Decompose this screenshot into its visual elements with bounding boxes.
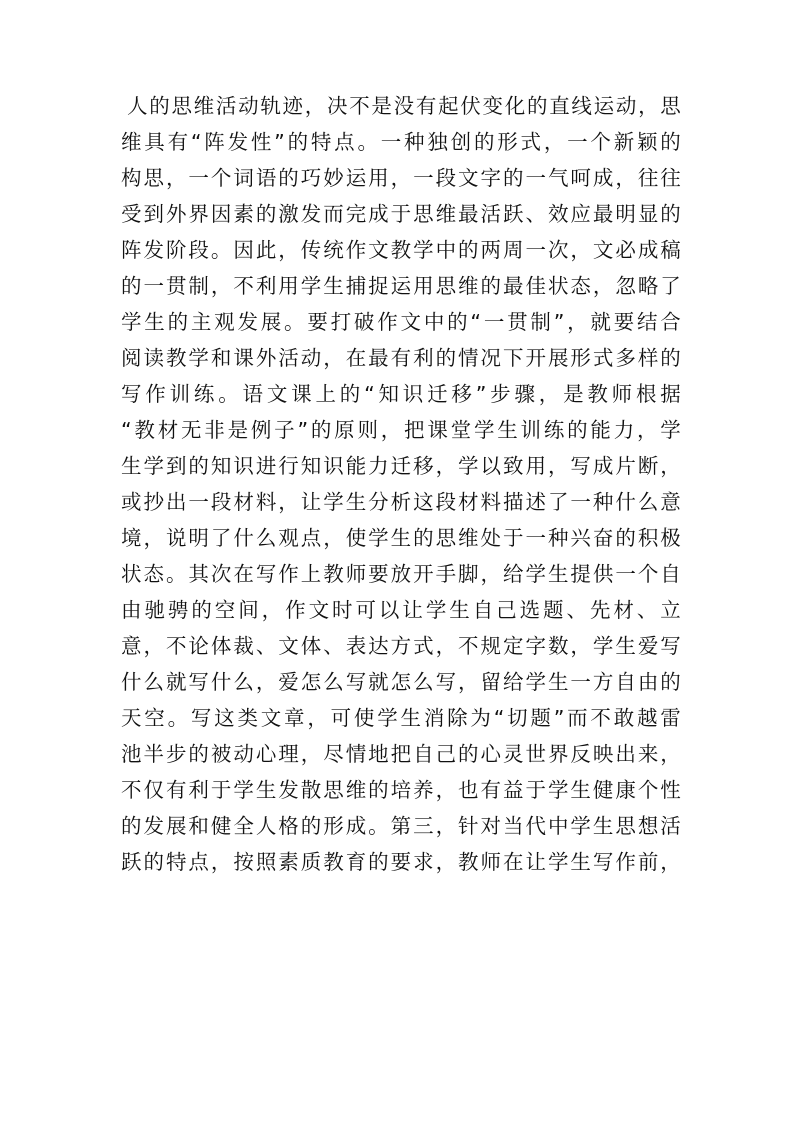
paragraph-line-7: 学生的主观发展。要打破作文中的“一贯制”，就要结合: [121, 310, 681, 334]
paragraph-line-21: 的发展和健全人格的形成。第三，针对当代中学生思想活: [121, 814, 681, 838]
paragraph-line-18: 天空。写这类文章，可使学生消除为“切题”而不敢越雷: [121, 706, 681, 730]
paragraph-line-17: 什么就写什么，爱怎么写就怎么写，留给学生一方自由的: [121, 670, 681, 694]
paragraph-line-2: 维具有“阵发性”的特点。一种独创的形式，一个新颖的: [121, 130, 681, 154]
paragraph-line-8: 阅读教学和课外活动，在最有利的情况下开展形式多样的: [121, 346, 681, 370]
paragraph-line-14: 状态。其次在写作上教师要放开手脚，给学生提供一个自: [121, 562, 681, 586]
paragraph-line-13: 境，说明了什么观点，使学生的思维处于一种兴奋的积极: [121, 526, 681, 550]
body-paragraph: [121, 88, 681, 880]
paragraph-line-16: 意，不论体裁、文体、表达方式，不规定字数，学生爱写: [121, 634, 681, 658]
paragraph-line-11: 生学到的知识进行知识能力迁移，学以致用，写成片断，: [121, 454, 681, 478]
paragraph-line-22: 跃的特点，按照素质教育的要求，教师在让学生写作前，: [121, 850, 681, 874]
paragraph-line-4: 受到外界因素的激发而完成于思维最活跃、效应最明显的: [121, 202, 681, 226]
paragraph-line-20: 不仅有利于学生发散思维的培养，也有益于学生健康个性: [121, 778, 681, 802]
paragraph-line-12: 或抄出一段材料，让学生分析这段材料描述了一种什么意: [121, 490, 681, 514]
paragraph-line-10: “教材无非是例子”的原则，把课堂学生训练的能力，学: [121, 418, 681, 442]
paragraph-line-1: 人的思维活动轨迹，决不是没有起伏变化的直线运动，思: [127, 94, 681, 118]
paragraph-line-9: 写作训练。语文课上的“知识迁移”步骤，是教师根据: [121, 382, 681, 406]
paragraph-line-19: 池半步的被动心理，尽情地把自己的心灵世界反映出来，: [121, 742, 681, 766]
paragraph-line-3: 构思，一个词语的巧妙运用，一段文字的一气呵成，往往: [121, 166, 681, 190]
paragraph-line-5: 阵发阶段。因此，传统作文教学中的两周一次，文必成稿: [121, 238, 681, 262]
paragraph-line-6: 的一贯制，不利用学生捕捉运用思维的最佳状态，忽略了: [121, 274, 681, 298]
paragraph-line-15: 由驰骋的空间，作文时可以让学生自己选题、先材、立: [121, 598, 681, 622]
